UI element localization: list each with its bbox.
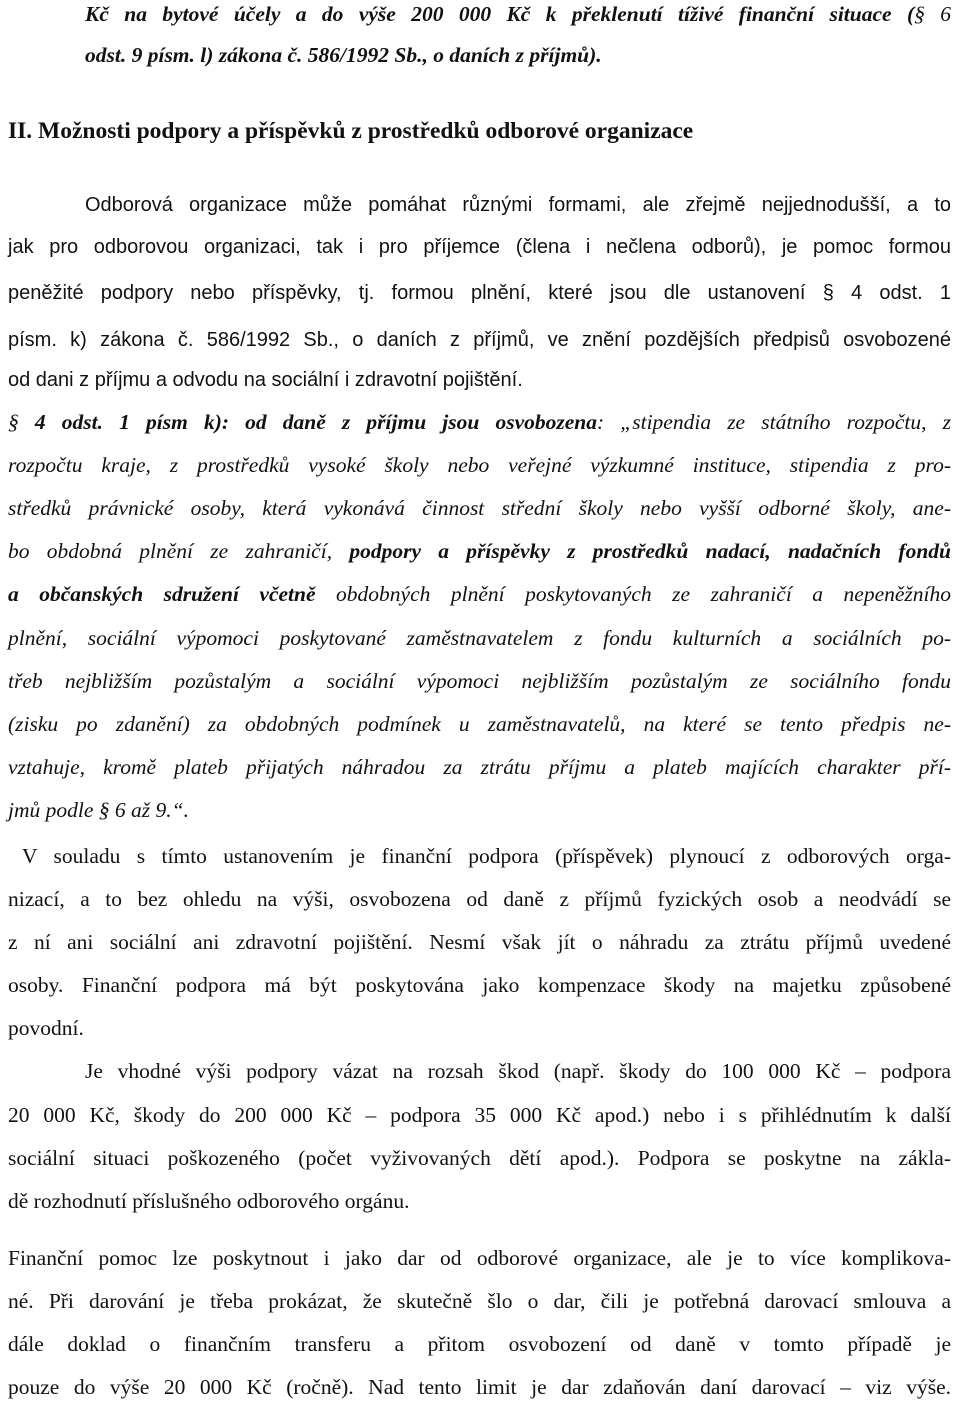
quote-line5 [8, 580, 951, 608]
quote-line5-bold: a občanských sdružení včetně [8, 582, 316, 606]
quote-line1 [8, 408, 951, 436]
para1-line1 [85, 0, 951, 28]
para4-line1: Je vhodné výši podpory vázat na rozsah škod (např. škody do 100 000 Kč – podpora [85, 1059, 951, 1083]
para2-line1: Odborová organizace může pomáhat různými formami, ale zřejmě nejjednodušší, a to [85, 194, 951, 216]
quote-line4-bold: podpory a příspěvky z prostředků nadací, nadačních fondů [349, 539, 952, 563]
para1-line1-text: Kč na bytové účely a do výše 200 000 Kč k překlenutí tíživé finanční situace ( [85, 2, 915, 26]
section-sign-icon: § [98, 798, 110, 822]
quote-line3: středků právnické osoby, která vykonává činnost střední školy nebo vyšší odborné školy, ane- [8, 496, 951, 520]
quote-line1-text: : „stipendia ze státního rozpočtu, z [596, 410, 951, 434]
quote-line10 [8, 796, 960, 824]
quote-line2: rozpočtu kraje, z prostředků vysoké školy nebo veřejné výzkumné instituce, stipendia z pro- [8, 453, 951, 477]
para2-line3-text: peněžité podpory nebo příspěvky, tj. formou plnění, které jsou dle ustanovení [8, 282, 823, 304]
para3-line4: osoby. Finanční podpora má být poskytována jako kompenzace škody na majetku způsobené [8, 973, 951, 997]
para2-line5: od dani z příjmu a odvodu na sociální i zdravotní pojištění. [8, 369, 523, 391]
para5-line4: pouze do výše 20 000 Kč (ročně). Nad tento limit je dar zdaňován daní darovací – viz výše. [8, 1375, 951, 1399]
para5-line1: Finanční pomoc lze poskytnout i jako dar od odborové organizace, ale je to více komplikova- [8, 1246, 951, 1270]
quote-line7: třeb nejbližším pozůstalým a sociální výpomoci nejbližším pozůstalým ze sociálního fondu [8, 669, 951, 693]
para1-line2: odst. 9 písm. l) zákona č. 586/1992 Sb., o daních z příjmů). [85, 43, 602, 67]
section-sign-icon: § [914, 2, 925, 26]
quote-line6: plnění, sociální výpomoci poskytované zaměstnavatelem z fondu kulturních a sociálních po- [8, 626, 951, 650]
para5-line2: né. Při darování je třeba prokázat, že skutečně šlo o dar, čili je potřebná darovací smlouva a [8, 1289, 951, 1313]
para4-line3: sociální situaci poškozeného (počet vyživovaných dětí apod.). Podpora se poskytne na zákla- [8, 1146, 951, 1170]
quote-line4-text: bo obdobná plnění ze zahraničí, [8, 539, 350, 563]
section-heading: II. Možnosti podpory a příspěvků z prostředků odborové organizace [8, 118, 694, 144]
section-sign-icon: § [8, 410, 19, 434]
para3-line1: V souladu s tímto ustanovením je finanční podpora (příspěvek) plynoucí z odborových orga- [22, 844, 951, 868]
quote-line5-text: obdobných plnění poskytovaných ze zahraničí a nepeněžního [315, 582, 952, 606]
para4-line2: 20 000 Kč, škody do 200 000 Kč – podpora 35 000 Kč apod.) nebo i s přihlédnutím k další [8, 1103, 951, 1127]
para2-line2: jak pro odborovou organizaci, tak i pro příjemce (člena i nečlena odborů), je pomoc formou [8, 236, 951, 258]
quote-line1-bold: 4 odst. 1 písm k): od daně z příjmu jsou osvobozena [18, 410, 597, 434]
quote-line10-end: 6 až 9.“. [109, 798, 189, 822]
para2-line4-text: , o daních z příjmů, ve znění pozdějších předpisů osvobozené [333, 329, 951, 351]
para1-line1-end: 6 [924, 2, 952, 26]
para5-line3: dále doklad o finančním transferu a přitom osvobození od daně v tomto případě je [8, 1332, 951, 1356]
para4-line4: dě rozhodnutí příslušného odborového orgánu. [8, 1189, 410, 1213]
quote-line8: (zisku po zdanění) za obdobných podmínek u zaměstnavatelů, na které se tento předpis ne- [8, 712, 951, 736]
para3-line2: nizací, a to bez ohledu na výši, osvobozena od daně z příjmů fyzických osob a neodvádí se [8, 887, 951, 911]
para3-line5: povodní. [8, 1016, 84, 1040]
para3-line3: z ní ani sociální ani zdravotní pojištění. Nesmí však jít o náhradu za ztrátu příjmů uvedené [8, 930, 951, 954]
quote-line9: vztahuje, kromě plateb přijatých náhradou za ztrátu příjmu a plateb majících charakter pří- [8, 755, 951, 779]
para2-line4 [8, 325, 951, 354]
section-sign-icon: § [822, 282, 834, 304]
para2-line3 [8, 279, 951, 307]
para2-line4-ref: písm. k) zákona č. 586/1992 Sb. [8, 329, 334, 351]
quote-line10-text: jmů podle [8, 798, 99, 822]
para2-line3-end: 4 odst. 1 [833, 282, 951, 304]
quote-line4 [8, 537, 951, 565]
